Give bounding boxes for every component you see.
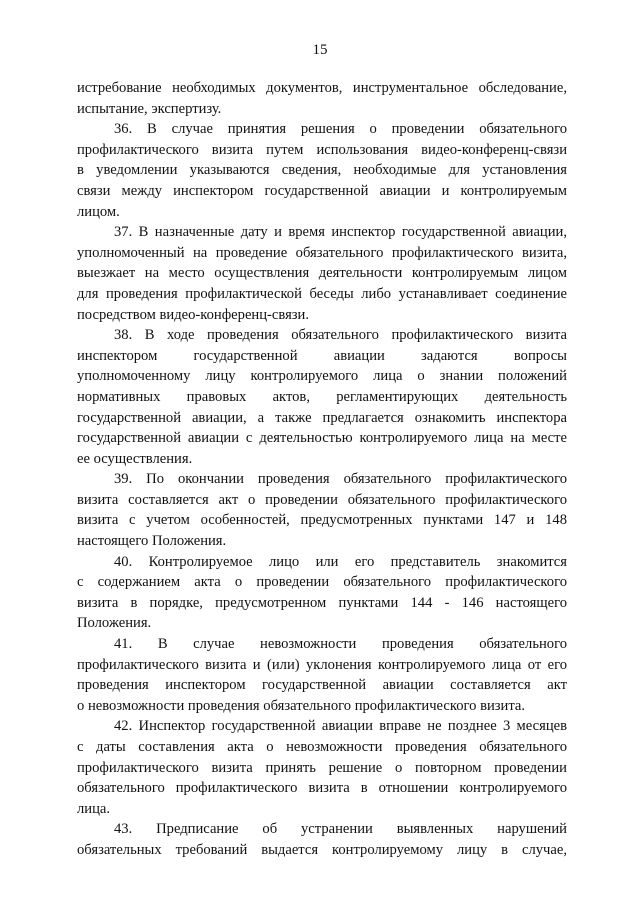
text-line: 43. Предписание об устранении выявленных нарушений (114, 821, 567, 838)
text-line: ее осуществления. (77, 450, 193, 467)
text-line: лица. (77, 800, 111, 817)
text-line: нормативных правовых актов, регламентирующих деятельность (77, 388, 567, 405)
text-line: уполномоченный на проведение обязательного профилактического визита, (77, 244, 567, 261)
text-line: уполномоченному лицу контролируемого лица о знании положений (77, 368, 567, 385)
text-line: профилактического визита путем использования видео-конференц-связи (77, 141, 567, 158)
text-line: в уведомлении указываются сведения, необходимые для установления (77, 162, 567, 179)
text-line: с даты составления акта о невозможности проведения обязательного (77, 739, 567, 755)
text-line: лицом. (77, 203, 120, 220)
text-line: 42. Инспектор государственной авиации вправе не позднее 3 месяцев (114, 718, 567, 735)
text-line: выезжает на место осуществления деятельности контролируемым лицом (77, 265, 567, 282)
document-body (77, 78, 567, 861)
text-line: 39. По окончании проведения обязательного профилактического (114, 471, 567, 488)
text-line: государственной авиации с деятельностью контролируемого лица на месте (77, 430, 567, 447)
text-line: профилактического визита принять решение о повторном проведении (77, 759, 567, 776)
text-line: истребование необходимых документов, инструментальное обследование, (77, 80, 567, 96)
text-line: для проведения профилактической беседы либо устанавливает соединение (77, 285, 567, 302)
text-line: 36. В случае принятия решения о проведении обязательного (114, 121, 567, 138)
text-line: 41. В случае невозможности проведения обязательного (114, 636, 567, 653)
text-line: визита в порядке, предусмотренном пунктами 144 - 146 настоящего (77, 594, 567, 611)
text-line: обязательного профилактического визита в отношении контролируемого (77, 780, 567, 797)
text-line: связи между инспектором государственной авиации и контролируемым (77, 182, 567, 199)
text-line: проведения инспектором государственной авиации составляется акт (77, 677, 567, 694)
text-line: 37. В назначенные дату и время инспектор государственной авиации, (114, 224, 567, 241)
text-line: настоящего Положения. (77, 533, 227, 550)
text-line: посредством видео-конференц-связи. (77, 306, 310, 323)
text-line: о невозможности проведения обязательного профилактического визита. (77, 697, 526, 714)
text-line: визита с учетом особенностей, предусмотренных пунктами 147 и 148 (77, 512, 567, 529)
text-line: Положения. (77, 615, 152, 632)
text-line: визита составляется акт о проведении обязательного профилактического (77, 491, 567, 508)
text-line: с содержанием акта о проведении обязательного профилактического (77, 574, 567, 591)
text-line: 38. В ходе проведения обязательного профилактического визита (114, 327, 567, 344)
text-line: государственной авиации, а также предлагается ознакомить инспектора (77, 409, 567, 426)
text-line: испытание, экспертизу. (77, 100, 222, 117)
page-number: 15 (312, 42, 328, 58)
text-line: профилактического визита и (или) уклонения контролируемого лица от его (77, 656, 567, 673)
text-line: инспектором государственной авиации задаются вопросы (77, 347, 567, 364)
text-line: обязательных требований выдается контролируемому лицу в случае, (77, 841, 567, 858)
text-line: 40. Контролируемое лицо или его представитель знакомится (114, 553, 567, 570)
